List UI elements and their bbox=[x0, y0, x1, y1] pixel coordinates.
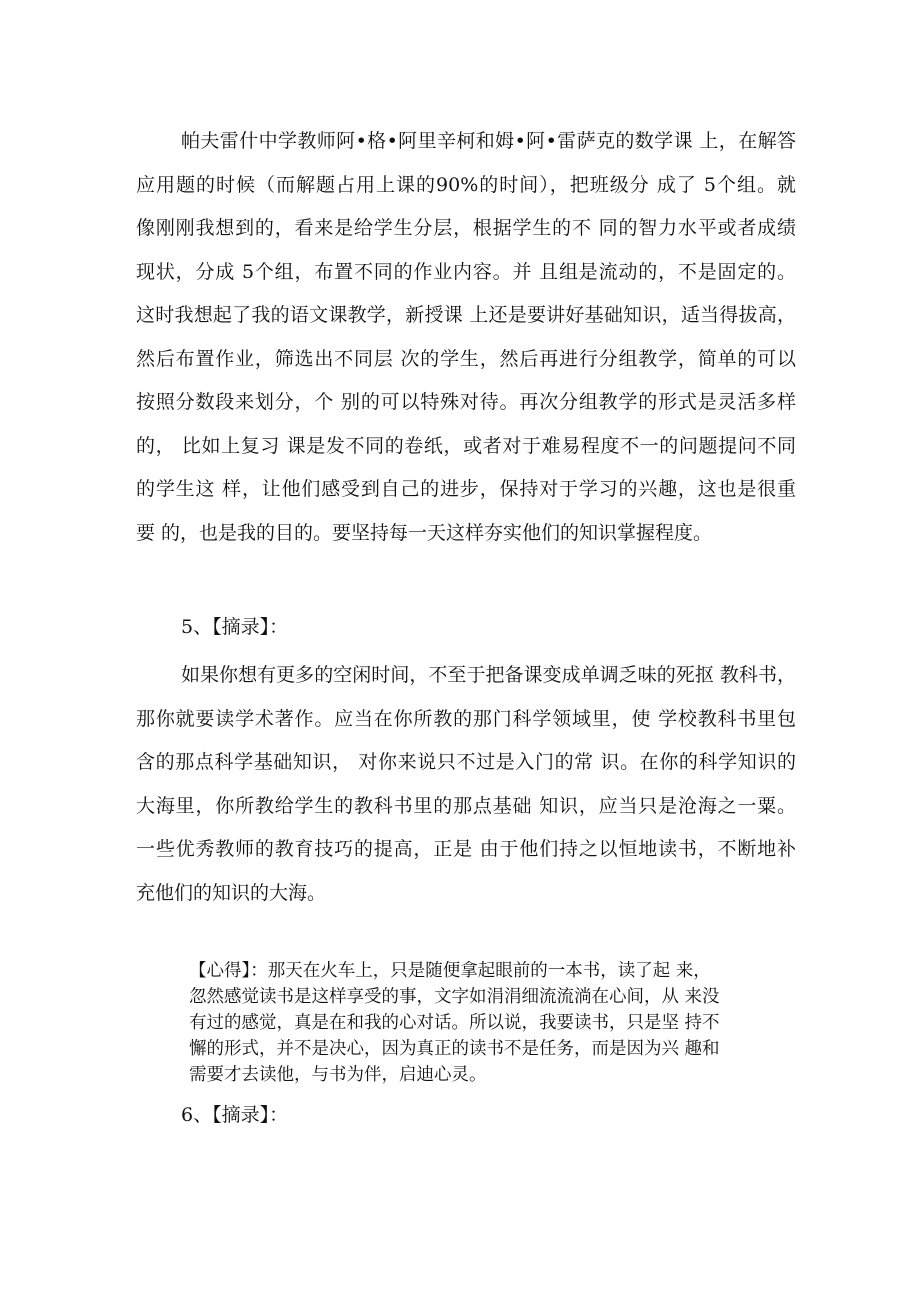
text-line: 然后布置作业，筛选出不同层 次的学生，然后再进行分组教学，简单的可以 bbox=[136, 347, 796, 370]
text-line: 一些优秀教师的教育技巧的提高，正是 由于他们持之以恒地读书，不断地补 bbox=[136, 838, 796, 860]
paragraph-excerpt-5 bbox=[136, 654, 796, 915]
section-heading-6: 6、【摘录】： bbox=[181, 1104, 289, 1126]
paragraph-reflection-grouping bbox=[136, 120, 796, 555]
text-line: 如果你想有更多的空闲时间，不至于把备课变成单调乏味的死抠 教科书， bbox=[181, 664, 796, 686]
text-line: 现状，分成 5个组，布置不同的作业内容。并 且组是流动的，不是固定的。 bbox=[136, 260, 796, 283]
text-line: 含的那点科学基础知识， 对你来说只不过是入门的常 识。在你的科学知识的 bbox=[136, 751, 796, 773]
section-heading-5: 5、【摘录】： bbox=[181, 616, 289, 638]
text-line: 像刚刚我想到的，看来是给学生分层，根据学生的不 同的智力水平或者成绩 bbox=[136, 217, 796, 239]
text-line: 那你就要读学术著作。应当在你所教的那门科学领域里，使 学校教科书里包 bbox=[136, 707, 796, 730]
text-line: 大海里，你所教给学生的教科书里的那点基础 知识，应当只是沧海之一粟。 bbox=[136, 794, 796, 817]
text-line: 懈的形式，并不是决心，因为真正的读书不是任务，而是因为兴 趣和 bbox=[189, 1039, 720, 1059]
text-line: 有过的感觉，真是在和我的心对话。所以说，我要读书，只是坚 持不 bbox=[189, 1013, 720, 1033]
text-line: 帕夫雷什中学教师阿•格•阿里辛柯和姆•阿•雷萨克的数学课 上，在解答 bbox=[181, 130, 796, 152]
text-line: 需要才去读他，与书为伴，启迪心灵。 bbox=[189, 1065, 487, 1085]
text-line: 要 的，也是我的目的。要坚持每一天这样夯实他们的知识掌握程度。 bbox=[136, 521, 713, 544]
text-line: 【心得】：那天在火车上，只是随便拿起眼前的一本书，读了起 来， bbox=[189, 961, 711, 981]
text-line: 应用题的时候（而解题占用上课的90%的时间），把班级分 成了 5个组。就 bbox=[136, 173, 796, 196]
note-insight bbox=[189, 958, 781, 1088]
text-line: 的， 比如上复习 课是发不同的卷纸，或者对于难易程度不一的问题提问不同 bbox=[136, 434, 796, 457]
text-line: 按照分数段来划分，个 别的可以特殊对待。再次分组教学的形式是灵活多样 bbox=[136, 391, 796, 413]
text-line: 充他们的知识的大海。 bbox=[136, 881, 327, 904]
text-line: 这时我想起了我的语文课教学，新授课 上还是要讲好基础知识，适当得拔高， bbox=[136, 304, 796, 326]
text-line: 的学生这 样，让他们感受到自己的进步，保持对于学习的兴趣，这也是很重 bbox=[136, 478, 796, 500]
text-line: 忽然感觉读书是这样享受的事，文字如涓涓细流流淌在心间，从 来没 bbox=[189, 987, 720, 1007]
